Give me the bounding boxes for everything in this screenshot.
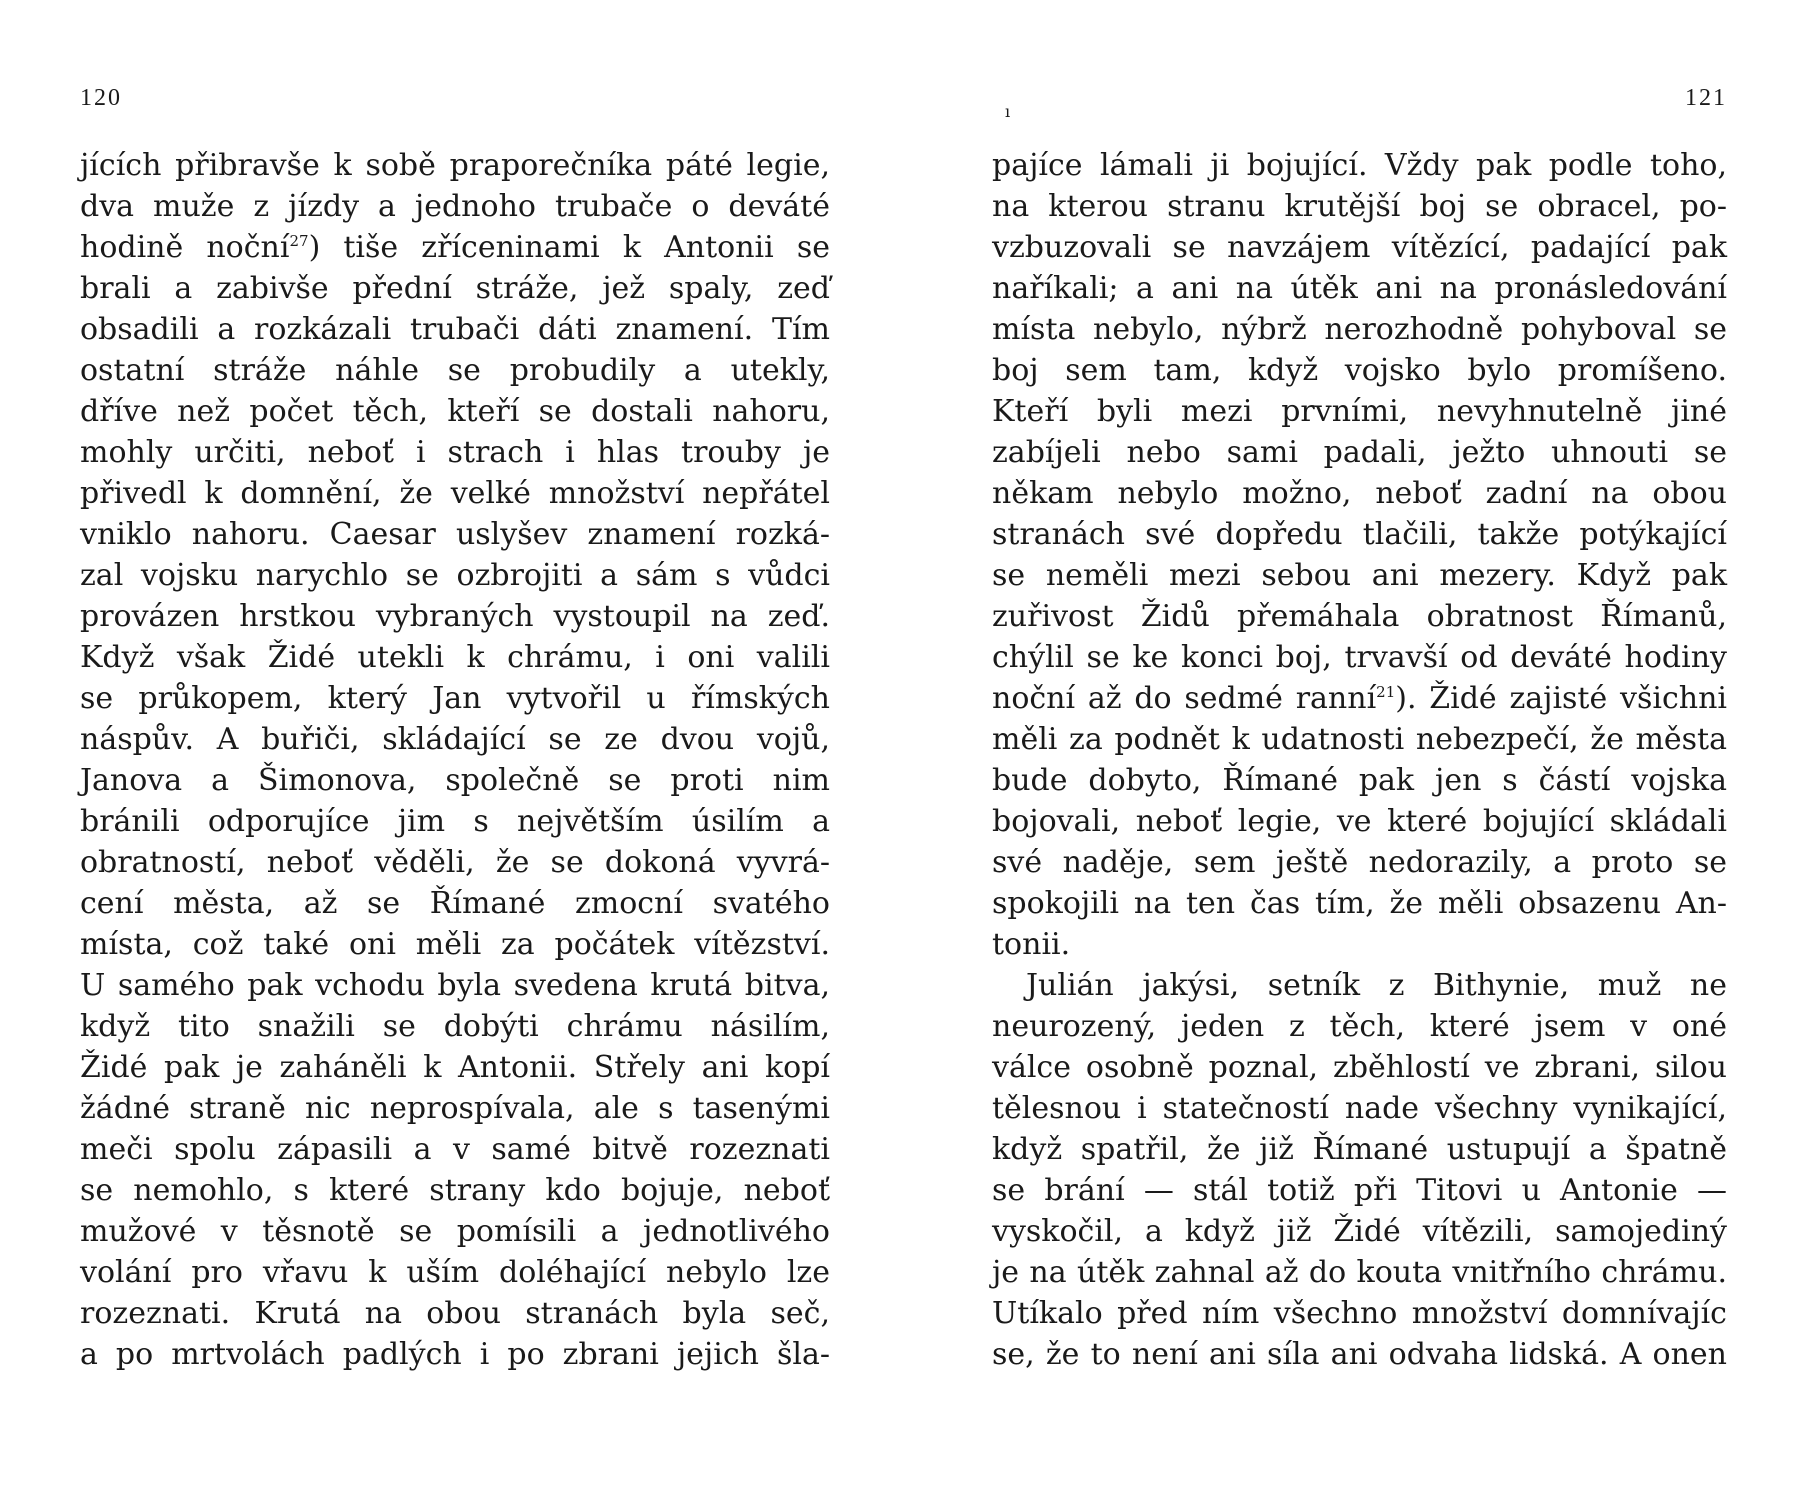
text-line: [80, 309, 830, 350]
text-line: [992, 268, 1727, 309]
text-line: [80, 596, 830, 637]
line-text: když spatřil, že již Římané ustupují a špatně: [992, 1132, 1727, 1167]
text-line: [992, 1006, 1727, 1047]
line-text: brali a zabivše přední stráže, jež spaly, zeď: [80, 271, 830, 306]
text-line: [992, 473, 1727, 514]
text-line: [80, 1211, 830, 1252]
text-line: [992, 801, 1727, 842]
line-text: vyskočil, a když již Židé vítězili, samojediný: [992, 1214, 1727, 1249]
text-line: [992, 1088, 1727, 1129]
line-text: bude dobyto, Římané pak jen s částí vojska: [992, 763, 1727, 798]
text-line: [992, 1047, 1727, 1088]
line-text: Kteří byli mezi prvními, nevyhnutelně jiné: [992, 394, 1727, 429]
text-line: [992, 883, 1727, 924]
line-text: naříkali; a ani na útěk ani na pronásledování: [992, 271, 1727, 306]
line-text: žádné straně nic neprospívala, ale s tasenými: [80, 1091, 830, 1126]
line-text: provázen hrstkou vybraných vystoupil na zeď.: [80, 599, 830, 634]
line-text: jících přibravše k sobě praporečníka páté legie,: [80, 148, 830, 183]
line-text: Utíkalo před ním všechno množství domnívajíc: [992, 1296, 1727, 1331]
text-line: [992, 514, 1727, 555]
line-text: zuřivost Židů přemáhala obratnost Římanů,: [992, 599, 1727, 634]
text-line: [992, 842, 1727, 883]
text-line: [992, 555, 1727, 596]
line-text: dva muže z jízdy a jednoho trubače o deváté: [80, 189, 830, 224]
text-line: [992, 1252, 1727, 1293]
text-line: [992, 432, 1727, 473]
text-line: [992, 1334, 1727, 1375]
footnote-marker: 21: [1376, 683, 1396, 701]
text-line: [80, 924, 830, 965]
text-line: [80, 637, 830, 678]
text-line: [80, 1334, 830, 1375]
text-line: [80, 760, 830, 801]
text-line: [992, 145, 1727, 186]
text-line: [992, 186, 1727, 227]
text-line: [992, 1170, 1727, 1211]
text-line: [80, 1129, 830, 1170]
text-line: [80, 1293, 830, 1334]
text-line: [80, 555, 830, 596]
text-line: [80, 842, 830, 883]
line-text: Janova a Šimonova, společně se proti nim: [80, 763, 830, 798]
line-text: dříve než počet těch, kteří se dostali nahoru,: [80, 394, 830, 429]
text-line: [992, 678, 1727, 719]
text-line: [80, 186, 830, 227]
line-text: náspův. A buřiči, skládající se ze dvou vojů,: [80, 722, 830, 757]
page-number-left: 120: [80, 85, 122, 111]
text-line: [80, 1252, 830, 1293]
text-line: [80, 227, 830, 268]
line-text: noční až do sedmé ranní: [992, 681, 1377, 716]
line-text: hodině noční: [80, 230, 290, 265]
text-line: [80, 514, 830, 555]
line-text: měli za podnět k udatnosti nebezpečí, že města: [992, 722, 1727, 757]
line-text: své naděje, sem ještě nedorazily, a proto se: [992, 845, 1727, 880]
footnote-marker: 27: [289, 232, 309, 250]
text-line: [992, 1211, 1727, 1252]
text-line: [80, 350, 830, 391]
text-line: [80, 473, 830, 514]
line-text: bránili odporujíce jim s největším úsilím a: [80, 804, 830, 839]
text-line: [992, 309, 1727, 350]
line-text: obratností, neboť věděli, že se dokoná vyvrá-: [80, 845, 830, 880]
line-text: přivedl k domnění, že velké množství nepřátel: [80, 476, 830, 511]
line-text: stranách své dopředu tlačili, takže potýkající: [992, 517, 1727, 552]
page-number-right: 121: [1685, 85, 1727, 111]
line-text: meči spolu zápasili a v samé bitvě rozeznati: [80, 1132, 830, 1167]
line-text: chýlil se ke konci boj, trvavší od deváté hodiny: [992, 640, 1727, 675]
text-line: [992, 350, 1727, 391]
text-line: [992, 1293, 1727, 1334]
line-text-continued: ). Židé zajisté všichni: [1395, 681, 1727, 716]
text-line: [992, 391, 1727, 432]
text-line: [80, 432, 830, 473]
line-text: někam nebylo možno, neboť zadní na obou: [992, 476, 1727, 511]
line-text: tělesnou i statečností nade všechny vynikající,: [992, 1091, 1727, 1126]
line-text: se neměli mezi sebou ani mezery. Když pak: [992, 558, 1727, 593]
line-text: zabíjeli nebo sami padali, ježto uhnouti se: [992, 435, 1727, 470]
line-text: tonii.: [992, 927, 1071, 962]
text-line: [80, 1170, 830, 1211]
text-line: [992, 719, 1727, 760]
line-text: zal vojsku narychlo se ozbrojiti a sám s vůdci: [80, 558, 830, 593]
line-text: vzbuzovali se navzájem vítězící, padající pak: [992, 230, 1727, 265]
text-line: [80, 268, 830, 309]
stray-mark: ı: [1005, 102, 1011, 121]
line-text: Julián jakýsi, setník z Bithynie, muž ne: [1026, 968, 1727, 1003]
line-text: když tito snažili se dobýti chrámu násilím,: [80, 1009, 830, 1044]
line-text: a po mrtvolách padlých i po zbrani jejich šla-: [80, 1337, 830, 1372]
line-text: vniklo nahoru. Caesar uslyšev znamení rozká-: [80, 517, 830, 552]
line-text: se průkopem, který Jan vytvořil u římských: [80, 681, 830, 716]
text-line: [80, 883, 830, 924]
text-line: [992, 1129, 1727, 1170]
text-line: [992, 637, 1727, 678]
line-text: volání pro vřavu k uším doléhající nebylo lze: [80, 1255, 830, 1290]
text-line: [992, 596, 1727, 637]
text-line: [80, 801, 830, 842]
line-text: bojovali, neboť legie, ve které bojující skládali: [992, 804, 1727, 839]
line-text: U samého pak vchodu byla svedena krutá bitva,: [80, 968, 830, 1003]
line-text: Židé pak je zaháněli k Antonii. Střely ani kopí: [80, 1050, 830, 1085]
text-line: [992, 760, 1727, 801]
text-line: [80, 1006, 830, 1047]
left-page-text: [80, 145, 830, 1375]
text-line: [80, 391, 830, 432]
line-text: pajíce lámali ji bojující. Vždy pak podle toho,: [992, 148, 1727, 183]
text-line: [80, 1047, 830, 1088]
line-text: se, že to není ani síla ani odvaha lidská. A onen: [992, 1337, 1727, 1372]
line-text: rozeznati. Krutá na obou stranách byla seč,: [80, 1296, 830, 1331]
text-line: [992, 227, 1727, 268]
line-text: se nemohlo, s které strany kdo bojuje, neboť: [80, 1173, 830, 1208]
text-line: [80, 1088, 830, 1129]
line-text-continued: ) tiše zříceninami k Antonii se: [308, 230, 830, 265]
line-text: ostatní stráže náhle se probudily a utekly,: [80, 353, 830, 388]
line-text: Když však Židé utekli k chrámu, i oni valili: [80, 640, 830, 675]
right-page-text: [992, 145, 1727, 1375]
line-text: na kterou stranu krutější boj se obracel, po-: [992, 189, 1727, 224]
line-text: je na útěk zahnal až do kouta vnitřního chrámu.: [992, 1255, 1727, 1290]
line-text: neurozený, jeden z těch, které jsem v oné: [992, 1009, 1727, 1044]
text-line: [992, 965, 1727, 1006]
line-text: místa, což také oni měli za počátek vítězství.: [80, 927, 830, 962]
line-text: obsadili a rozkázali trubači dáti znamení. Tím: [80, 312, 830, 347]
line-text: válce osobně poznal, zběhlostí ve zbrani, silou: [992, 1050, 1727, 1085]
line-text: mužové v těsnotě se pomísili a jednotlivého: [80, 1214, 830, 1249]
text-line: [80, 719, 830, 760]
line-text: místa nebylo, nýbrž nerozhodně pohyboval se: [992, 312, 1727, 347]
text-line: [80, 145, 830, 186]
text-line: [992, 924, 1727, 965]
text-line: [80, 678, 830, 719]
line-text: boj sem tam, když vojsko bylo promíšeno.: [992, 353, 1727, 388]
right-page: [992, 0, 1727, 1500]
line-text: se brání — stál totiž při Titovi u Antonie —: [992, 1173, 1727, 1208]
line-text: cení města, až se Římané zmocní svatého: [80, 886, 830, 921]
line-text: mohly určiti, neboť i strach i hlas trouby je: [80, 435, 830, 470]
line-text: spokojili na ten čas tím, že měli obsazenu An-: [992, 886, 1727, 921]
left-page: [80, 0, 830, 1500]
text-line: [80, 965, 830, 1006]
